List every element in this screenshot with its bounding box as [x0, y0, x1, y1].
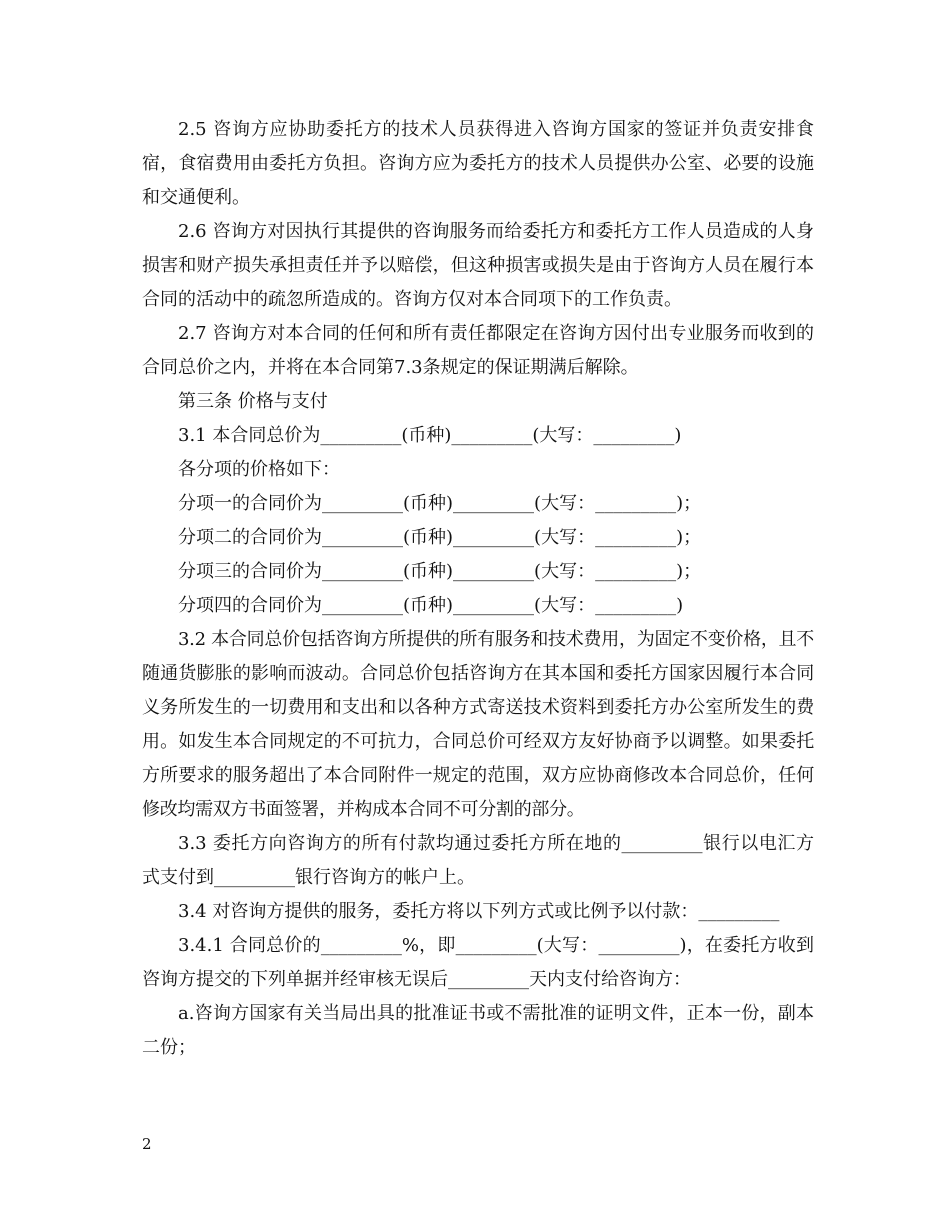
subitem-price-intro: 各分项的价格如下： [178, 459, 340, 480]
article-3-heading: 第三条 价格与支付 [178, 391, 328, 412]
subitem-2-price: 分项二的合同价为_________(币种)_________(大写：_________)； [178, 527, 702, 548]
clause-3-3: 3.3 委托方向咨询方的所有付款均通过委托方所在地的_________银行以电汇方式支付到_________银行咨询方的帐户上。 [142, 833, 814, 888]
clause-2-6: 2.6 咨询方对因执行其提供的咨询服务而给委托方和委托方工作人员造成的人身损害和财产损失承担责任并予以赔偿，但这种损害或损失是由于咨询方人员在履行本合同的活动中的疏忽所造成的。咨询方仅对本合同项下的工作负责。 [142, 221, 814, 310]
document-body [142, 113, 814, 1065]
subitem-3-price: 分项三的合同价为_________(币种)_________(大写：_________)； [178, 561, 702, 582]
clause-3-4-1: 3.4.1 合同总价的_________%，即_________(大写：_________)，在委托方收到咨询方提交的下列单据并经审核无误后_________天内支付给咨询方： [142, 935, 814, 990]
subitem-1-price: 分项一的合同价为_________(币种)_________(大写：_________)； [178, 493, 702, 514]
clause-2-5: 2.5 咨询方应协助委托方的技术人员获得进入咨询方国家的签证并负责安排食宿，食宿费用由委托方负担。咨询方应为委托方的技术人员提供办公室、必要的设施和交通便利。 [142, 119, 814, 208]
clause-3-1: 3.1 本合同总价为_________(币种)_________(大写：_________) [178, 425, 682, 446]
clause-item-a: a.咨询方国家有关当局出具的批准证书或不需批准的证明文件，正本一份，副本二份； [142, 1003, 814, 1058]
page-number: 2 [142, 1135, 152, 1153]
clause-3-2: 3.2 本合同总价包括咨询方所提供的所有服务和技术费用，为固定不变价格，且不随通货膨胀的影响而波动。合同总价包括咨询方在其本国和委托方国家因履行本合同义务所发生的一切费用和支出和以各种方式寄送技术资料到委托方办公室所发生的费用。如发生本合同规定的不可抗力，合同总价可经双方友好协商予以调整。如果委托方所要求的服务超出了本合同附件一规定的范围，双方应协商修改本合同总价，任何修改均需双方书面签署，并构成本合同不可分割的部分。 [142, 629, 814, 820]
clause-3-4: 3.4 对咨询方提供的服务，委托方将以下列方式或比例予以付款：_________ [178, 901, 780, 922]
clause-2-7: 2.7 咨询方对本合同的任何和所有责任都限定在咨询方因付出专业服务而收到的合同总价之内，并将在本合同第7.3条规定的保证期满后解除。 [142, 323, 814, 378]
subitem-4-price: 分项四的合同价为_________(币种)_________(大写：_________) [178, 595, 684, 616]
